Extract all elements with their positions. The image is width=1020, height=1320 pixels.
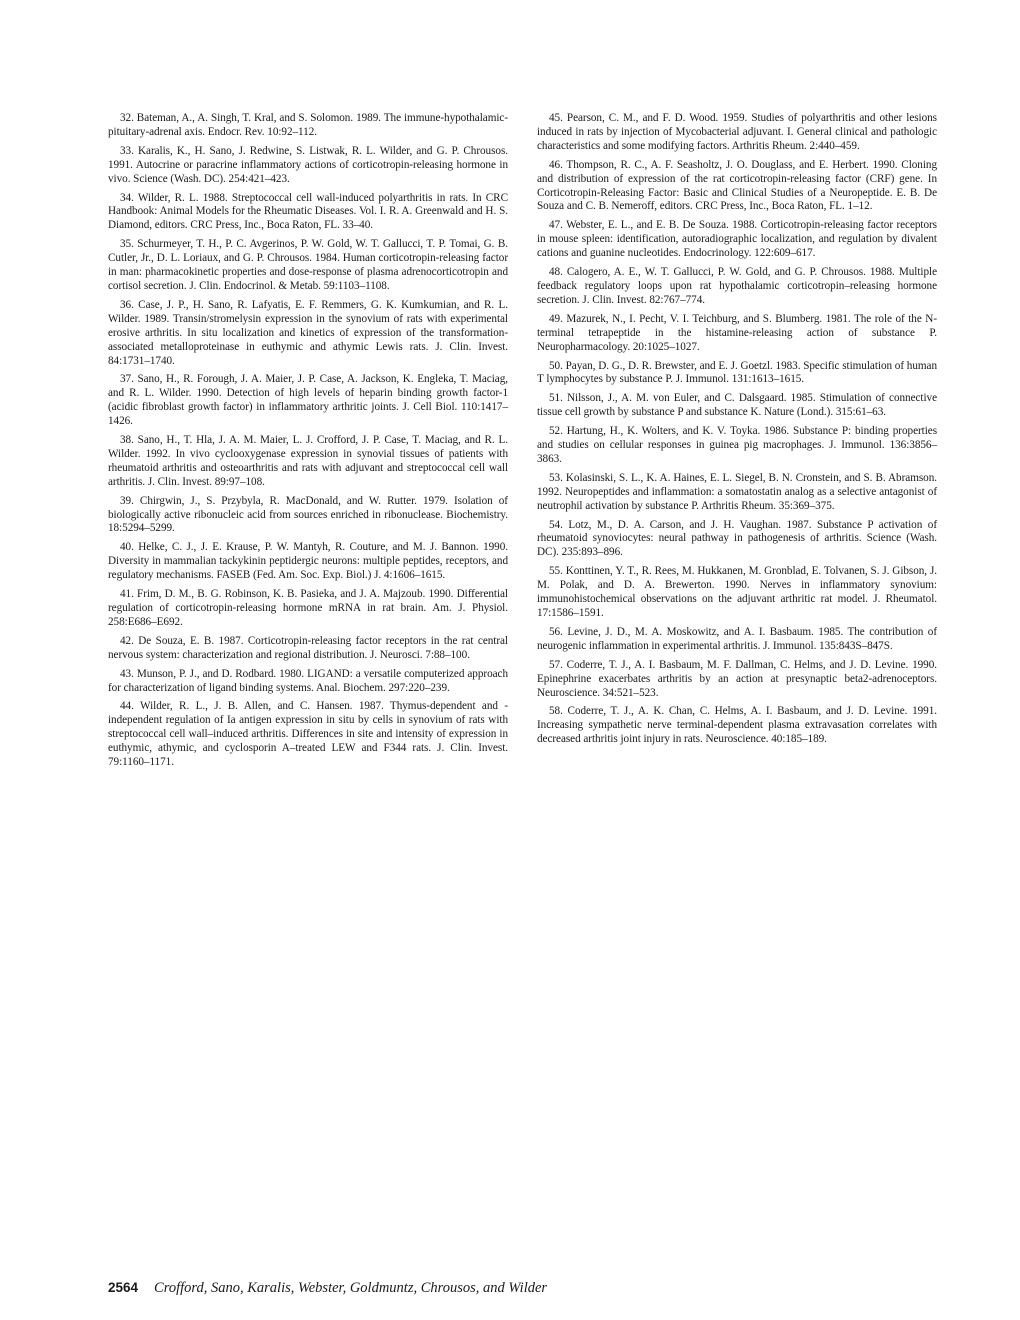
reference-item: 36. Case, J. P., H. Sano, R. Lafyatis, E. F. Remmers, G. K. Kumkumian, and R. L. Wilder. 1989. Transin/stromelysin expression in the synovium of rats with experimental erosive arthritis. In situ localization and kinetics of expression of the transformation-associated metalloproteinase in euthymic and athymic Lewis rats. J. Clin. Invest. 84:1731–1740. (108, 298, 508, 367)
reference-item: 57. Coderre, T. J., A. I. Basbaum, M. F. Dallman, C. Helms, and J. D. Levine. 1990. Epinephrine exacerbates arthritis by an action at presynaptic beta2-adrenoceptors. Neuroscience. 34:521–523. (537, 658, 937, 699)
reference-item: 32. Bateman, A., A. Singh, T. Kral, and S. Solomon. 1989. The immune-hypothalamic-pituitary-adrenal axis. Endocr. Rev. 10:92–112. (108, 112, 508, 138)
reference-item: 48. Calogero, A. E., W. T. Gallucci, P. W. Gold, and G. P. Chrousos. 1988. Multiple feedback regulatory loops upon rat hypothalamic corticotropin–releasing hormone secretion. J. Clin. Invest. 82:767–774. (537, 266, 937, 306)
reference-item: 58. Coderre, T. J., A. K. Chan, C. Helms, A. I. Basbaum, and J. D. Levine. 1991. Increasing sympathetic nerve terminal-dependent plasma extravasation correlates with decreased arthritis joint injury in rats. Neuroscience. 40:185–189. (537, 705, 937, 746)
reference-item: 54. Lotz, M., D. A. Carson, and J. H. Vaughan. 1987. Substance P activation of rheumatoid synoviocytes: neural pathway in pathogenesis of arthritis. Science (Wash. DC). 235:893–896. (537, 518, 937, 559)
reference-item: 34. Wilder, R. L. 1988. Streptococcal cell wall-induced polyarthritis in rats. In CRC Handbook: Animal Models for the Rheumatic Diseases. Vol. I. R. A. Greenwald and H. S. Diamond, editors. CRC Press, Inc., Boca Raton, FL. 33–40. (108, 191, 508, 232)
reference-item: 51. Nilsson, J., A. M. von Euler, and C. Dalsgaard. 1985. Stimulation of connective tissue cell growth by substance P and substance K. Nature (Lond.). 315:61–63. (537, 392, 937, 419)
reference-item: 40. Helke, C. J., J. E. Krause, P. W. Mantyh, R. Couture, and M. J. Bannon. 1990. Diversity in mammalian tackykinin peptidergic neurons: multiple peptides, receptors, and regulatory mechanisms. FASEB (Fed. Am. Soc. Exp. Biol.) J. 4:1606–1615. (108, 541, 508, 582)
reference-item: 39. Chirgwin, J., S. Przybyla, R. MacDonald, and W. Rutter. 1979. Isolation of biologically active ribonucleic acid from sources enriched in ribonuclease. Biochemistry. 18:5294–5299. (108, 494, 508, 535)
reference-item: 55. Konttinen, Y. T., R. Rees, M. Hukkanen, M. Gronblad, E. Tolvanen, S. J. Gibson, J. M. Polak, and D. A. Brewerton. 1990. Nerves in inflammatory synovium: immunohistochemical observations on the adjuvant arthritic rat model. J. Rheumatol. 17:1586–1591. (537, 565, 937, 619)
page-footer (108, 1279, 547, 1297)
reference-item: 45. Pearson, C. M., and F. D. Wood. 1959. Studies of polyarthritis and other lesions induced in rats by injection of Mycobacterial adjuvant. I. General clinical and pathologic characteristics and some modifying factors. Arthritis Rheum. 2:440–459. (537, 112, 937, 152)
reference-item: 46. Thompson, R. C., A. F. Seasholtz, J. O. Douglass, and E. Herbert. 1990. Cloning and distribution of expression of the rat corticotropin-releasing factor (CRF) gene. In Corticotropin-Releasing Factor: Basic and Clinical Studies of a Neuropeptide. E. B. De Souza and C. B. Nemeroff, editors. CRC Press, Inc., Boca Raton, FL. 1–12. (537, 158, 937, 213)
reference-item: 44. Wilder, R. L., J. B. Allen, and C. Hansen. 1987. Thymus-dependent and -independent regulation of Ia antigen expression in situ by cells in synovium of rats with streptococcal cell wall–induced arthritis. Differences in site and intensity of expression in euthymic, athymic, and cyclosporin A–treated LEW and F344 rats. J. Clin. Invest. 79:1160–1171. (108, 700, 508, 769)
reference-item: 33. Karalis, K., H. Sano, J. Redwine, S. Listwak, R. L. Wilder, and G. P. Chrousos. 1991. Autocrine or paracrine inflammatory actions of corticotropin-releasing hormone in vivo. Science (Wash. DC). 254:421–423. (108, 144, 508, 185)
reference-column-left (108, 112, 508, 775)
reference-item: 53. Kolasinski, S. L., K. A. Haines, E. L. Siegel, B. N. Cronstein, and S. B. Abramson. 1992. Neuropeptides and inflammation: a somatostatin analog as a selective antagonist of neutrophil activation by substance P. Arthritis Rheum. 35:369–375. (537, 471, 937, 512)
reference-item: 52. Hartung, H., K. Wolters, and K. V. Toyka. 1986. Substance P: binding properties and studies on cellular responses in guinea pig macrophages. J. Immunol. 136:3856–3863. (537, 425, 937, 465)
reference-item: 35. Schurmeyer, T. H., P. C. Avgerinos, P. W. Gold, W. T. Gallucci, T. P. Tomai, G. B. Cutler, Jr., D. L. Loriaux, and G. P. Chrousos. 1984. Human corticotropin-releasing factor in man: pharmacokinetic properties and dose-response of plasma adrenocorticotropin and cortisol secretion. J. Clin. Endocrinol. & Metab. 59:1103–1108. (108, 238, 508, 292)
reference-item: 41. Frim, D. M., B. G. Robinson, K. B. Pasieka, and J. A. Majzoub. 1990. Differential regulation of corticotropin-releasing hormone mRNA in rat brain. Am. J. Physiol. 258:E686–E692. (108, 588, 508, 628)
reference-item: 56. Levine, J. D., M. A. Moskowitz, and A. I. Basbaum. 1985. The contribution of neurogenic inflammation in experimental arthritis. J. Immunol. 135:843S–847S. (537, 625, 937, 652)
reference-item: 49. Mazurek, N., I. Pecht, V. I. Teichburg, and S. Blumberg. 1981. The role of the N-terminal tetrapeptide in the histamine-releasing action of substance P. Neuropharmacology. 20:1025–1027. (537, 312, 937, 353)
reference-item: 43. Munson, P. J., and D. Rodbard. 1980. LIGAND: a versatile computerized approach for characterization of ligand binding systems. Anal. Biochem. 297:220–239. (108, 667, 508, 694)
reference-item: 42. De Souza, E. B. 1987. Corticotropin-releasing factor receptors in the rat central nervous system: characterization and regional distribution. J. Neurosci. 7:88–100. (108, 634, 508, 661)
reference-item: 38. Sano, H., T. Hla, J. A. M. Maier, L. J. Crofford, J. P. Case, T. Maciag, and R. L. Wilder. 1992. In vivo cyclooxygenase expression in synovial tissues of patients with rheumatoid arthritis and osteoarthritis and rats with adjuvant and streptococcal cell wall arthritis. J. Clin. Invest. 89:97–108. (108, 434, 508, 488)
reference-item: 47. Webster, E. L., and E. B. De Souza. 1988. Corticotropin-releasing factor receptors in mouse spleen: identification, autoradiographic localization, and regulation by divalent cations and guanine nucleotides. Endocrinology. 122:609–617. (537, 219, 937, 260)
page-number: 2564 (108, 1280, 139, 1295)
reference-item: 50. Payan, D. G., D. R. Brewster, and E. J. Goetzl. 1983. Specific stimulation of human T lymphocytes by substance P. J. Immunol. 131:1613–1615. (537, 359, 937, 386)
reference-item: 37. Sano, H., R. Forough, J. A. Maier, J. P. Case, A. Jackson, K. Engleka, T. Maciag, and R. L. Wilder. 1990. Detection of high levels of heparin binding growth factor-1 (acidic fibroblast growth factor) in inflammatory arthritic joints. J. Cell Biol. 110:1417–1426. (108, 373, 508, 428)
reference-column-right (537, 112, 937, 752)
running-head-authors: Crofford, Sano, Karalis, Webster, Goldmuntz, Chrousos, and Wilder (154, 1280, 548, 1296)
